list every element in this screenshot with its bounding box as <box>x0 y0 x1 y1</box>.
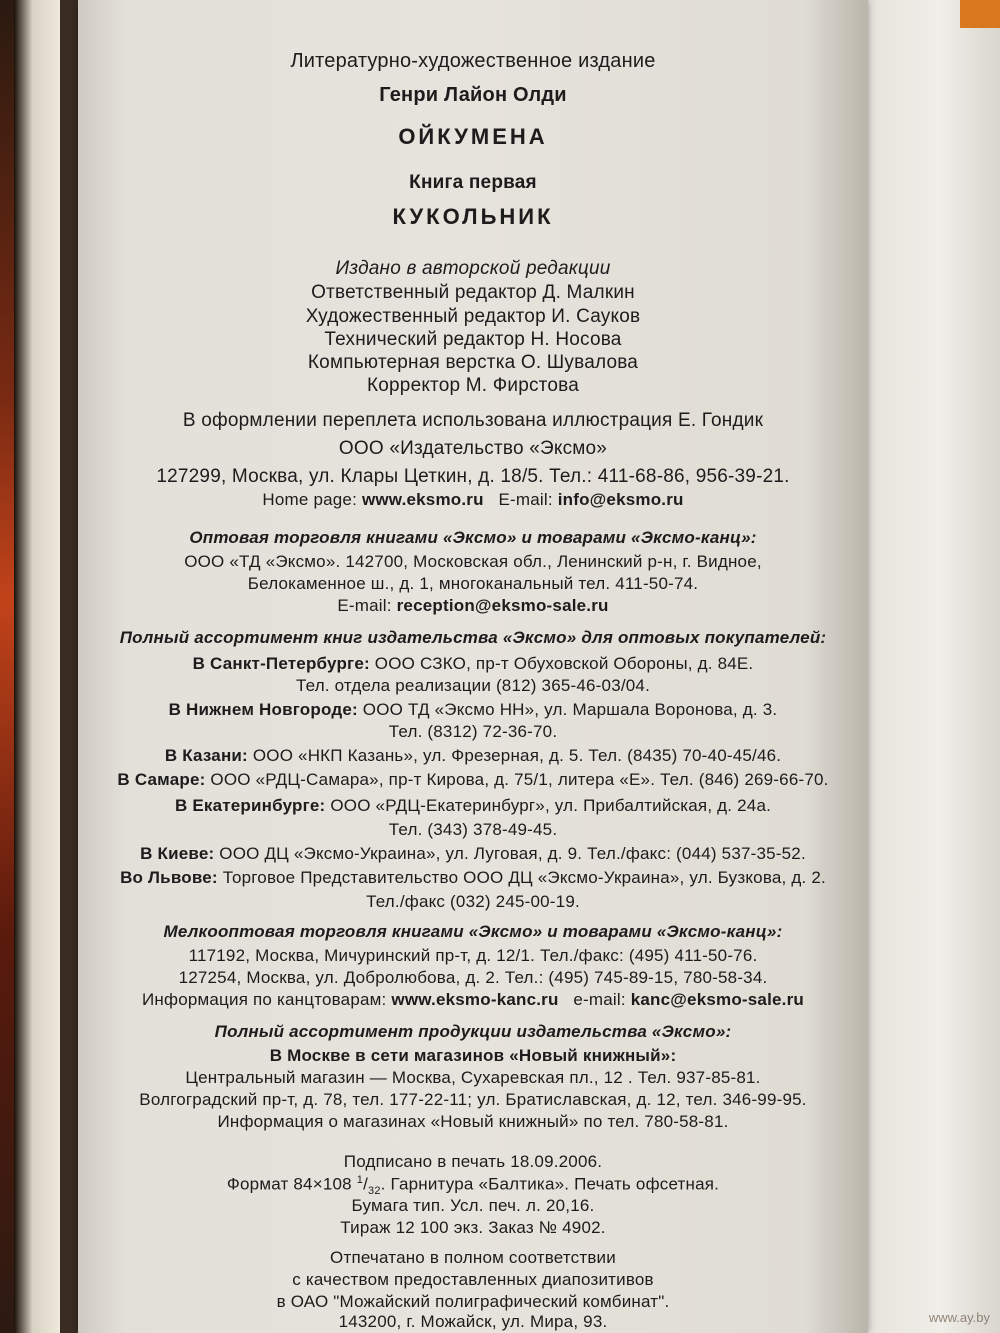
smallwholesale-line: 117192, Москва, Мичуринский пр-т, д. 12/1. Тел./факс: (495) 411-50-76. <box>188 946 758 965</box>
printer-address: 143200, г. Можайск, ул. Мира, 93. <box>338 1312 608 1331</box>
publisher-address: 127299, Москва, ул. Клары Цеткин, д. 18/5. Тел.: 411-68-86, 956-39-21. <box>156 466 790 487</box>
credit-line: Художественный редактор И. Сауков <box>305 306 641 327</box>
city-label: В Самаре: <box>117 770 206 789</box>
page-edge <box>14 0 60 1333</box>
city-text: ООО ДЦ «Эксмо-Украина», ул. Луговая, д. 9. Тел./факс: (044) 537-35-52. <box>219 844 806 863</box>
city-label: В Нижнем Новгороде: <box>168 700 358 719</box>
smallwholesale-line: 127254, Москва, ул. Добролюбова, д. 2. Тел.: (495) 745-89-15, 780-58-34. <box>178 968 768 987</box>
credit-line: Технический редактор Н. Носова <box>324 329 622 350</box>
city-label: В Санкт-Петербурге: <box>192 654 370 673</box>
printer-line: с качеством предоставленных диапозитивов <box>292 1270 654 1289</box>
city-text: ООО ТД «Эксмо НН», ул. Маршала Воронова, д. 3. <box>362 700 778 719</box>
watermark: www.ay.by <box>928 1310 990 1325</box>
info-label: Информация по канцтоварам: <box>142 990 387 1009</box>
email-label: e-mail: <box>573 990 626 1009</box>
series-title: ОЙКУМЕНА <box>398 124 548 149</box>
wholesale-heading: Оптовая торговля книгами «Эксмо» и товарами «Эксмо-канц»: <box>189 528 757 547</box>
wholesale-email <box>78 596 868 616</box>
city-text: ООО «РДЦ-Самара», пр-т Кирова, д. 75/1, литера «Е». Тел. (846) 269-66-70. <box>210 770 829 789</box>
publisher-contacts <box>78 490 868 510</box>
colophon-page <box>78 0 868 1333</box>
kanc-info <box>78 990 868 1010</box>
retail-line: Центральный магазин — Москва, Сухаревская пл., 12 . Тел. 937-85-81. <box>185 1068 761 1087</box>
format-line: Формат 84×108 $^1/_{32}$. Гарнитура «Балтика». Печать офсетная. <box>226 1174 720 1198</box>
email-label: E-mail: <box>337 596 392 615</box>
wholesale-line: Белокаменное ш., д. 1, многоканальный тел. 411-50-74. <box>247 574 699 593</box>
lviv-tel: Тел./факс (032) 245-00-19. <box>366 892 580 911</box>
facing-page <box>850 0 1000 1333</box>
assortment-heading: Полный ассортимент книг издательства «Эксмо» для оптовых покупателей: <box>119 628 827 647</box>
adjacent-book-cover <box>0 0 60 1333</box>
kiev-line <box>78 844 868 864</box>
city-label: Во Львове: <box>120 868 218 887</box>
book-number: Книга первая <box>409 172 537 193</box>
signed-to-print: Подписано в печать 18.09.2006. <box>343 1152 603 1171</box>
city-text: ООО «НКП Казань», ул. Фрезерная, д. 5. Тел. (8435) 70-40-45/46. <box>252 746 782 765</box>
city-text: Торговое Представительство ООО ДЦ «Эксмо-Украина», ул. Бузкова, д. 2. <box>222 868 826 887</box>
email-link[interactable]: kanc@eksmo-sale.ru <box>630 990 804 1009</box>
cover-illustration-credit: В оформлении переплета использована иллюстрация Е. Гондик <box>182 410 764 431</box>
format-size: Формат 84×108 <box>226 1174 352 1194</box>
spb-tel: Тел. отдела реализации (812) 365-46-03/04. <box>295 676 651 695</box>
kazan-line <box>78 746 868 766</box>
wholesale-line: ООО «ТД «Эксмо». 142700, Московская обл., Ленинский р-н, г. Видное, <box>184 552 762 571</box>
orange-corner <box>960 0 1000 28</box>
ekb-tel: Тел. (343) 378-49-45. <box>388 820 558 839</box>
paper-line: Бумага тип. Усл. печ. л. 20,16. <box>351 1196 595 1215</box>
retail-line: Волгоградский пр-т, д. 78, тел. 177-22-11; ул. Братиславская, д. 12, тел. 346-99-95. <box>139 1090 807 1109</box>
email-label: E-mail: <box>498 490 553 509</box>
printer-line: в ОАО "Можайский полиграфический комбинат". <box>276 1292 670 1311</box>
printer-line: Отпечатано в полном соответствии <box>330 1248 616 1267</box>
credit-line: Компьютерная верстка О. Шувалова <box>307 352 639 373</box>
edition-type: Литературно-художественное издание <box>290 50 656 72</box>
samara-line <box>78 770 868 790</box>
credit-line: Ответственный редактор Д. Малкин <box>311 282 635 303</box>
format-rest: . Гарнитура «Балтика». Печать офсетная. <box>380 1174 720 1194</box>
book-title: КУКОЛЬНИК <box>392 204 554 229</box>
home-url[interactable]: www.eksmo.ru <box>361 490 484 509</box>
city-label: В Казани: <box>164 746 248 765</box>
colophon-text <box>78 0 868 1333</box>
credit-line: Корректор М. Фирстова <box>367 375 579 396</box>
home-label: Home page: <box>262 490 357 509</box>
email-link[interactable]: info@eksmo.ru <box>557 490 684 509</box>
retail-moscow: В Москве в сети магазинов «Новый книжный»: <box>269 1046 677 1065</box>
publisher-name: ООО «Издательство «Эксмо» <box>338 438 608 459</box>
kanc-url[interactable]: www.eksmo-kanc.ru <box>391 990 559 1009</box>
credit-line: Издано в авторской редакции <box>335 258 611 279</box>
format-numerator: 1 <box>356 1174 364 1186</box>
author: Генри Лайон Олди <box>379 84 567 106</box>
smallwholesale-heading: Мелкооптовая торговля книгами «Эксмо» и товарами «Эксмо-канц»: <box>163 922 783 941</box>
retail-line: Информация о магазинах «Новый книжный» по тел. 780-58-81. <box>217 1112 729 1131</box>
retail-heading: Полный ассортимент продукции издательства «Эксмо»: <box>214 1022 732 1041</box>
lviv-line <box>78 868 868 888</box>
city-text: ООО «РДЦ-Екатеринбург», ул. Прибалтийская, д. 24а. <box>330 796 772 815</box>
ekb-line <box>78 796 868 816</box>
city-text: ООО СЗКО, пр-т Обуховской Обороны, д. 84Е. <box>374 654 754 673</box>
city-label: В Киеве: <box>140 844 215 863</box>
nn-line <box>78 700 868 720</box>
format-denominator: 32 <box>368 1185 381 1198</box>
run-line: Тираж 12 100 экз. Заказ № 4902. <box>340 1218 606 1237</box>
nn-tel: Тел. (8312) 72-36-70. <box>388 722 558 741</box>
city-label: В Екатеринбурге: <box>174 796 326 815</box>
spb-line <box>78 654 868 674</box>
email-link[interactable]: reception@eksmo-sale.ru <box>396 596 609 615</box>
